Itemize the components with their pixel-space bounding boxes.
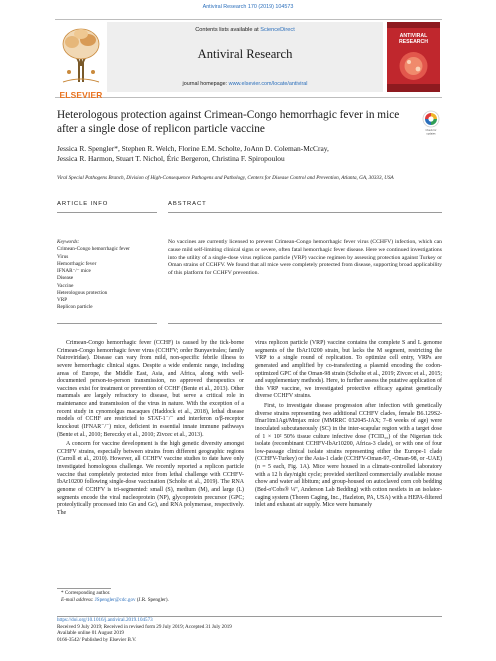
abstract-bottom-divider — [168, 323, 442, 324]
body-paragraph: A concern for vaccine development is the high genetic diversity amongst CCHFV strains, especially between strains from different geographic regions (Carroll et al., 2010). However, all CCHFV vaccine studies to date have only investigated homologous challenge. We recently reported a replicon particle vaccine that completely protected mice from lethal challenge with CCHFV-IbAr10200 following single-dose vaccination (Scholte et al., 2019). The RNA genome of CCHFV is tri-segmented: small (S), medium (M), and large (L) segments encode the viral nucleoprotein (NP), glycoprotein precursor (GPC; proteolytically processed into Gn and Gc), and RNA polymerase, respectively. The — [57, 441, 244, 516]
abstract-divider — [168, 212, 442, 213]
footnote-divider — [57, 588, 111, 589]
journal-reference[interactable] — [0, 4, 496, 10]
homepage-prefix: journal homepage: — [182, 81, 229, 87]
article-info-heading: ARTICLE INFO — [57, 201, 109, 207]
keyword-item: Heterologous protection — [57, 289, 108, 296]
keyword-item: Disease — [57, 275, 74, 282]
body-paragraph: virus replicon particle (VRP) vaccine contains the complete S and L genome segments of the IbAr10200 strain, but lacks the M segment, restricting the VRP to a single round of replication. To optimize cell entry, VRPs are generated and amplified by co-transfecting a plasmid encoding the codon-optimized GPC of the Oman-98 strain (Scholte et al., 2019; Zivcec et al., 2015; and supplementary methods). Here, to further assess the putative application of this VRP vaccine, we investigated protective efficacy against genetically diverse CCHFV strains. — [255, 340, 442, 400]
corresponding-author-note: * Corresponding author. — [61, 590, 111, 596]
journal-title: Antiviral Research — [197, 47, 293, 61]
contents-line — [107, 27, 383, 33]
body-column-left — [57, 340, 244, 519]
body-column-right — [255, 340, 442, 512]
issn-publisher: 0166-3542/ Published by Elsevier B.V. — [57, 637, 137, 644]
keyword-item: Replicon particle — [57, 304, 93, 311]
keyword-item: VRP — [57, 297, 68, 303]
keyword-item: Hemorrhagic fever — [57, 260, 97, 267]
journal-homepage-link[interactable]: www.elsevier.com/locate/antiviral — [228, 81, 308, 87]
svg-text:updates: updates — [426, 132, 436, 136]
contents-prefix: Contents lists available at — [195, 27, 261, 33]
journal-reference-text: Antiviral Research 170 (2019) 104573 — [202, 4, 294, 10]
keywords-title: Keywords: — [57, 239, 80, 245]
sciencedirect-link[interactable]: ScienceDirect — [260, 27, 295, 33]
abstract-heading: ABSTRACT — [168, 201, 207, 207]
received-dates: Received 9 July 2019; Received in revised form 29 July 2019; Accepted 31 July 2019 — [57, 623, 232, 630]
email-link[interactable]: JSpengler@cdc.gov — [94, 596, 136, 603]
paper-title: Heterologous protection against Crimean-Congo hemorrhagic fever in mice after a single dose of replicon particle vaccine — [57, 109, 400, 136]
email-label: E-mail address: — [61, 596, 95, 603]
author-affiliation: Viral Special Pathogens Branch, Division of High-Consequence Pathogens and Pathology, Centers for Disease Control and Prevention, Atlanta, GA, 30333, USA — [57, 175, 394, 181]
keywords-list — [57, 239, 162, 312]
svg-text:Check for: Check for — [425, 129, 437, 132]
publication-details — [57, 617, 357, 644]
svg-text:RESEARCH: RESEARCH — [398, 39, 429, 45]
available-online: Available online 01 August 2019 — [57, 630, 124, 637]
svg-text:ANTIVIRAL: ANTIVIRAL — [399, 33, 428, 39]
journal-cover-thumbnail[interactable] — [387, 22, 440, 92]
homepage-line — [107, 81, 383, 87]
keyword-item: Virus — [57, 253, 69, 260]
article-info-divider — [57, 212, 157, 213]
elsevier-tree-logo-icon — [57, 22, 105, 88]
footnotes — [57, 590, 257, 604]
article-info-bottom-divider — [57, 323, 157, 324]
email-suffix: (J.R. Spengler). — [135, 596, 169, 603]
doi-link[interactable]: https://doi.org/10.1016/j.antiviral.2019.104573 — [57, 617, 153, 623]
email-note — [57, 597, 257, 604]
keyword-item: Crimean-Congo hemorrhagic fever — [57, 246, 130, 253]
abstract-text: No vaccines are currently licensed to prevent Crimean-Congo hemorrhagic fever virus (CCHFV) infection, which can cause mild self-limiting clinical signs or severe, often fatal hemorrhagic fever disease. Here we continued investigations into the utility of a single-dose virus replicon particle (VRP) vaccine regimen by assessing protection against Turkey or Oman strains of CCHFV. We found that all mice were completely protected from disease, supporting broad applicability of this platform for CCHFV prevention. — [168, 239, 442, 277]
body-paragraph: Crimean-Congo hemorrhagic fever (CCHF) is caused by the tick-borne Crimean-Congo hemorrhagic fever virus (CCHFV; order Bunyavirales; family Nairoviridae). Disease can vary from mild, non-specific febrile illness to severe hemorrhagic clinical signs. Despite a wide endemic range, including areas of Europe, the Middle East, Asia, and Africa, along with well-documented person-to-person transmission, no approved therapeutics or vaccines exist for treatment or prevention of CCHF (Bente et al., 2013). Other mammals are largely refractory to disease, but serve a critical role in maintenance and transmission of the virus in nature. With the exception of a recent study in cynomolgus macaques (Haddock et al., 2018), lethal disease models of CCHF are restricted to STAT-1⁻/⁻ and interferon α/β-receptor knockout (IFNAR⁻/⁻) mice, deficient in essential innate immune pathways (Bente et al., 2010; Bereczky et al., 2010; Zivcec et al., 2013). — [57, 340, 244, 438]
author-line-2: Jessica R. Harmon, Stuart T. Nichol, Éric Bergeron, Christina F. Spiropoulou — [57, 154, 285, 164]
author-list — [57, 144, 397, 165]
crossmark-icon[interactable] — [421, 110, 441, 136]
keyword-item: Vaccine — [57, 282, 74, 289]
keyword-item: IFNAR⁻/⁻ mice — [57, 268, 91, 274]
body-paragraph: First, to investigate disease progression after infection with genetically diverse strains representing two additional CCHFV clades, female B6.129S2-Ifnar1tm1Agt/Mmjax mice (MMRRC 032045-JAX; 7–8 weeks of age) were inoculated subcutaneously (SC) in the inter-scapular region with a target dose of 1 × 10² 50% tissue culture infective dose (TCID₅₀) of the Nigerian tick isolate (recombinant CCHFV-IbAr10200, Africa-3 clade), or with one of four low-passage clinical isolate strains representing either the Europe-1 clade (CCHFV-Turkey) or the Asia-1 clade (CCHFV-Oman-97, -Oman-98, or -UAE) (n = 5 each, Fig. 1A). Mice were housed in a climate-controlled laboratory with a 12 h day/night cycle; provided sterilized commercially available mouse chow and water ad libitum; and group-housed on autoclaved corn cob bedding (Bed-o'Cobs® ¼", Anderson Lab Bedding) with cotton nestlets in an isolator-caging system (Thoren Caging, Inc., Hazleton, PA, USA) with a HEPA-filtered inlet and exhaust air supply. Mice were humanely — [255, 403, 442, 509]
elsevier-wordmark: ELSEVIER — [59, 90, 103, 100]
author-line-1: Jessica R. Spengler*, Stephen R. Welch, Florine E.M. Scholte, JoAnn D. Coleman-McCray, — [57, 144, 329, 153]
